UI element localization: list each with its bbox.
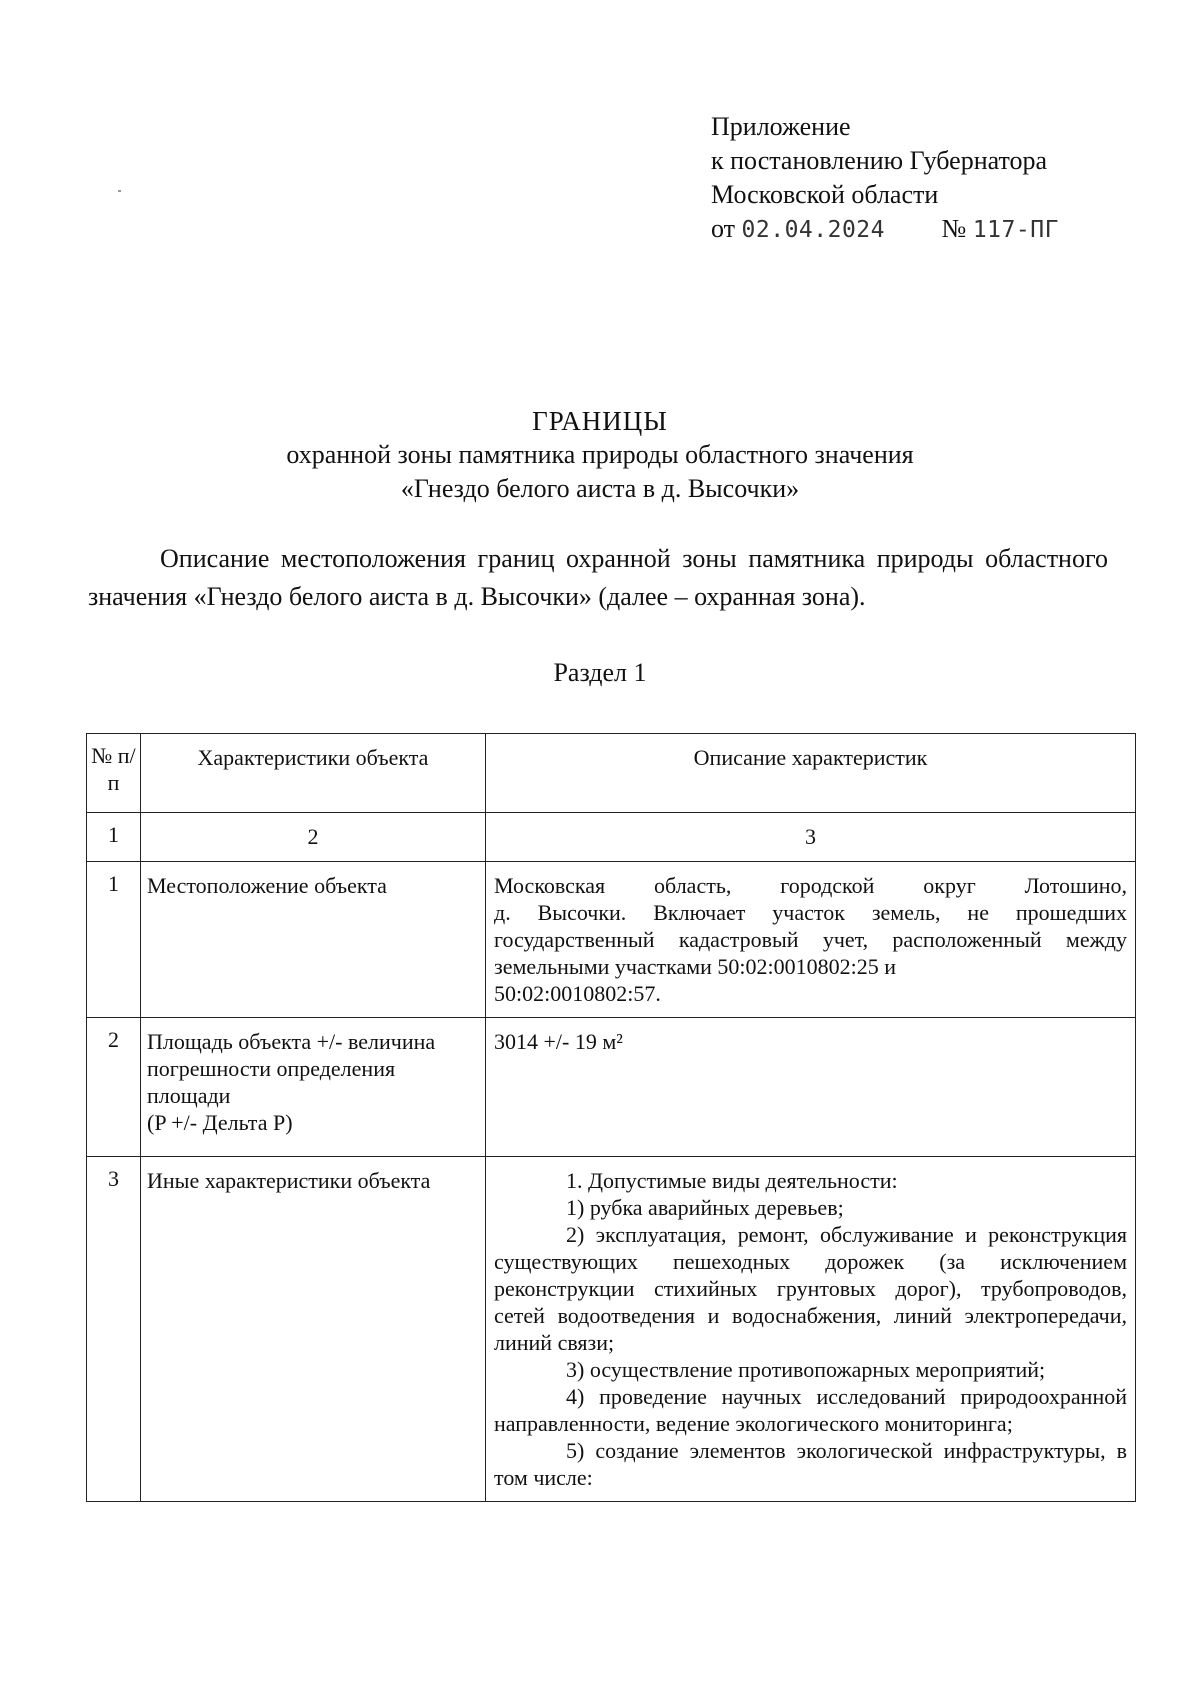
row-3-desc-paragraph: 5) создание элементов экологической инфраструктуры, в том числе:: [494, 1438, 1127, 1490]
document-title-block: [0, 404, 1200, 506]
table-column-numbers-row: [87, 813, 1136, 862]
characteristics-table: [86, 733, 1136, 1502]
section-heading: Раздел 1: [553, 658, 647, 687]
row-3-desc-paragraph: 1) рубка аварийных деревьев;: [566, 1195, 844, 1220]
row-3-desc-paragraph: 3) осуществление противопожарных мероприятий;: [566, 1357, 1046, 1382]
row-2-char-line: погрешности определения: [147, 1056, 396, 1081]
annex-line-2: к постановлению Губернатора: [711, 146, 1048, 175]
scan-speck: [118, 190, 121, 192]
row-2-num: 2: [87, 1018, 141, 1157]
row-1-desc-line: земельными участками 50:02:0010802:25 и: [494, 954, 897, 979]
col-number-3: 3: [486, 813, 1136, 862]
row-1-desc-line: 50:02:0010802:57.: [494, 981, 661, 1006]
row-1-desc-line: Московская область, городской округ Лотошино,: [494, 873, 1127, 898]
table-header-row: [87, 734, 1136, 813]
row-3-desc-paragraph: 4) проведение научных исследований природоохранной направленности, ведение экологического мониторинга;: [494, 1384, 1127, 1436]
date-prefix: от: [711, 214, 736, 243]
table-row: [87, 1018, 1136, 1157]
row-1-characteristic: Местоположение объекта: [141, 862, 486, 1018]
header-characteristic: Характеристики объекта: [141, 734, 486, 813]
row-2-description: 3014 +/- 19 м²: [486, 1018, 1136, 1157]
row-1-desc-line: д. Высочки. Включает участок земель, не прошедших: [494, 900, 1127, 925]
document-subtitle-1: охранной зоны памятника природы областного значения: [286, 440, 914, 469]
annex-line-3: Московской области: [711, 180, 939, 209]
row-3-description: [486, 1157, 1136, 1502]
annex-header: [711, 110, 1059, 247]
row-1-num: 1: [87, 862, 141, 1018]
row-2-char-line: Площадь объекта +/- величина: [147, 1029, 436, 1054]
row-1-description: [486, 862, 1136, 1018]
table-row: [87, 1157, 1136, 1502]
intro-paragraph: Описание местоположения границ охранной зоны памятника природы областного значения «Гнездо белого аиста в д. Высочки» (далее – охранная зона).: [88, 544, 1108, 611]
document-subtitle-2: «Гнездо белого аиста в д. Высочки»: [400, 474, 800, 503]
document-number: 117-ПГ: [972, 217, 1059, 243]
document-title: ГРАНИЦЫ: [532, 406, 668, 436]
row-3-desc-paragraph: 2) эксплуатация, ремонт, обслуживание и реконструкция существующих пешеходных дорожек (за исключением реконструкции стихийных грунтовых дорог), трубопроводов, сетей водоотведения и водоснабжения, линий электропередачи, линий связи;: [494, 1222, 1127, 1355]
col-number-2: 2: [141, 813, 486, 862]
header-num: № п/п: [87, 734, 141, 813]
document-date: 02.04.2024: [741, 217, 886, 243]
row-1-desc-line: государственный кадастровый учет, расположенный между: [494, 927, 1127, 952]
table-row: [87, 862, 1136, 1018]
row-3-characteristic: Иные характеристики объекта: [141, 1157, 486, 1502]
row-3-num: 3: [87, 1157, 141, 1502]
header-description: Описание характеристик: [486, 734, 1136, 813]
annex-line-1: Приложение: [711, 112, 851, 141]
row-2-char-line: (P +/- Дельта P): [147, 1110, 293, 1135]
row-2-char-line: площади: [147, 1083, 231, 1108]
col-number-1: 1: [87, 813, 141, 862]
row-2-characteristic: [141, 1018, 486, 1157]
annex-date-line: [711, 212, 1059, 247]
row-3-desc-paragraph: 1. Допустимые виды деятельности:: [566, 1168, 898, 1193]
number-sign: №: [941, 214, 967, 243]
